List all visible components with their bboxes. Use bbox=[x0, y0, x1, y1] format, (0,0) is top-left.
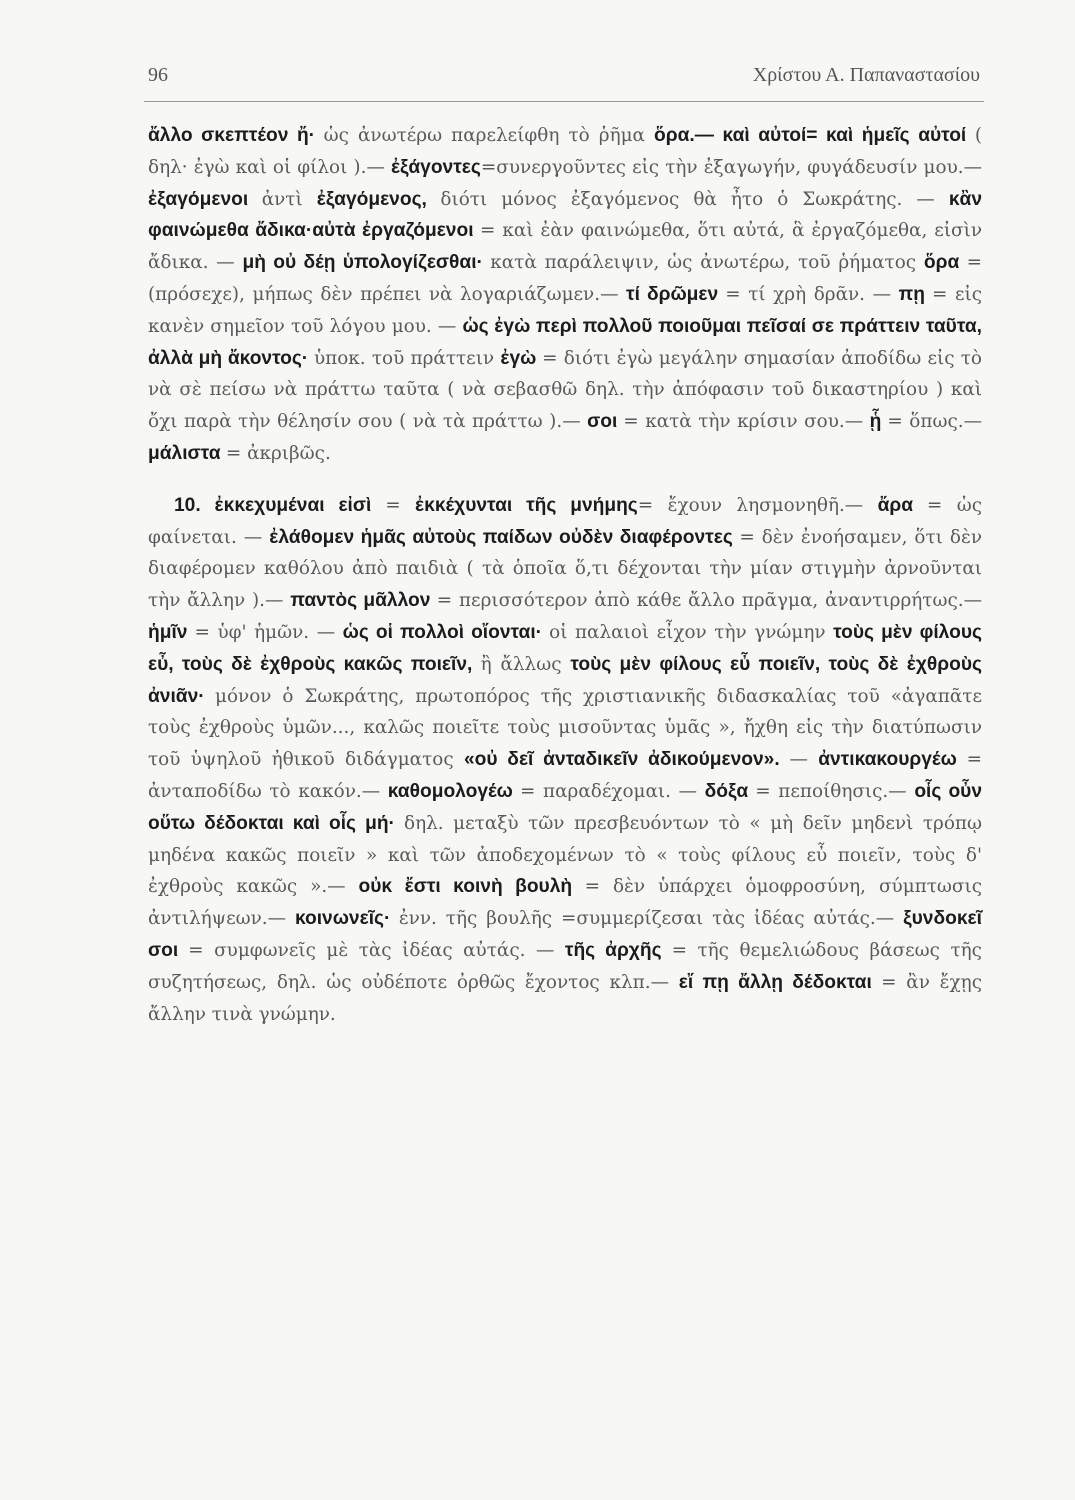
commentary-text: ἀντὶ bbox=[261, 188, 317, 210]
commentary-text: κατὰ παράλειψιν, ὡς ἀνωτέρω, τοῦ ῥήματος bbox=[490, 252, 924, 274]
paragraph-number: 10. bbox=[174, 494, 201, 516]
commentary-text: διότι μόνος ἐξαγόμενος θὰ ἦτο ὁ Σωκράτης. — bbox=[440, 188, 949, 210]
commentary-text: = δὲν ὑπάρχει ὁμοφροσύνη, σύμπτωσις ἀντιλήψεων.— bbox=[148, 876, 982, 930]
commentary-text: = περισσότερον ἀπὸ κάθε ἄλλο πρᾶγμα, ἀναντιρρήτως.— bbox=[436, 590, 983, 612]
source-term: τοὺς μὲν φίλους εὖ, τοὺς δὲ ἐχθροὺς κακῶς ποιεῖν, bbox=[148, 621, 982, 675]
commentary-text: ὑποκ. τοῦ πράττειν bbox=[313, 347, 501, 369]
source-term: ἐκκέχυνται τῆς μνήμης bbox=[415, 494, 638, 516]
source-term: ἄρα bbox=[877, 494, 927, 516]
source-term: ὡς ἐγὼ περὶ πολλοῦ ποιοῦμαι πεῖσαί σε πράττειν ταῦτα, ἀλλὰ μὴ ἄκοντος· bbox=[148, 315, 982, 369]
commentary-text: = ἀκριβῶς. bbox=[225, 442, 331, 464]
body-text bbox=[148, 120, 982, 1030]
source-term: τί δρῶμεν bbox=[626, 283, 726, 305]
commentary-text: = κατὰ τὴν κρίσιν σου.— bbox=[623, 411, 870, 433]
commentary-text: = ἀνταποδίδω τὸ κακόν.— bbox=[148, 749, 982, 802]
header-rule bbox=[144, 101, 984, 102]
source-term: ὅρα bbox=[923, 252, 967, 274]
source-term: ξυνδοκεῖ σοι bbox=[148, 908, 982, 961]
running-title: Χρίστου Α. Παπαναστασίου bbox=[752, 64, 980, 86]
source-term: ἐξάγοντες bbox=[390, 156, 481, 178]
source-term: μὴ οὐ δέῃ ὑπολογίζεσθαι· bbox=[242, 252, 491, 274]
commentary-text: = διότι ἐγὼ μεγάλην σημασίαν ἀποδίδω εἰς τὸ νὰ σὲ πείσω νὰ πράττω ταῦτα ( νὰ σεβασθῶ δηλ. τὴν ἀπόφασιν τοῦ δικαστηρίου ) καὶ ὄχι παρὰ τὴν θέλησίν σου ( νὰ τὰ πράττω ).— bbox=[148, 347, 982, 433]
commentary-text: οἱ παλαιοὶ εἶχον τὴν γνώμην bbox=[549, 621, 834, 643]
source-term: ἐξαγόμενος, bbox=[316, 188, 441, 210]
source-term: οἷς οὖν οὕτω δέδοκται καὶ οἷς μή· bbox=[148, 780, 983, 834]
commentary-text: = ὑφ' ἡμῶν. — bbox=[194, 621, 343, 643]
commentary-text: = καὶ ἐὰν φαινώμεθα, ὅτι αὐτά, ἃ ἐργαζόμεθα, εἰσὶν ἄδικα. — bbox=[148, 220, 982, 274]
commentary-text: = bbox=[385, 494, 416, 516]
source-term: εἴ πῃ ἄλλῃ δέδοκται bbox=[678, 971, 882, 993]
source-term: ἡμῖν bbox=[148, 621, 195, 643]
commentary-text: ὡς ἀνωτέρω παρελείφθη τὸ ῥῆμα bbox=[323, 125, 655, 146]
paragraph bbox=[148, 120, 982, 470]
source-term: ἐκκεχυμέναι εἰσὶ bbox=[200, 494, 386, 516]
source-term: ἐλάθομεν ἡμᾶς αὐτοὺς παίδων οὐδὲν διαφέροντες bbox=[269, 526, 740, 548]
commentary-text: = ὅπως.— bbox=[887, 411, 982, 433]
commentary-text: = παραδέχομαι. — bbox=[519, 780, 705, 802]
source-term: παντὸς μᾶλλον bbox=[290, 590, 437, 612]
source-term: μάλιστα bbox=[148, 442, 226, 464]
commentary-text: = δὲν ἐνοήσαμεν, ὅτι δὲν διαφέρομεν καθόλου ἀπὸ παιδιὰ ( τὰ ὁποῖα ὅ,τι δέχονται τὴν μίαν στιγμὴν ἀρνοῦνται τὴν ἄλλην ).— bbox=[148, 526, 983, 612]
source-term: τῆς ἀρχῆς bbox=[564, 939, 672, 961]
source-term: κοινωνεῖς· bbox=[294, 908, 399, 930]
source-term: ἄλλο σκεπτέον ἤ· bbox=[148, 125, 324, 146]
source-term: ᾗ bbox=[869, 411, 888, 433]
source-term: δόξα bbox=[704, 780, 756, 802]
commentary-text: = συμφωνεῖς μὲ τὰς ἰδέας αὐτάς. — bbox=[188, 939, 565, 961]
commentary-text: = τί χρὴ δρᾶν. — bbox=[725, 283, 899, 305]
commentary-text: = τῆς θεμελιώδους βάσεως τῆς συζητήσεως, δηλ. ὡς οὐδέποτε ὀρθῶς ἔχοντος κλπ.— bbox=[148, 939, 982, 993]
commentary-text: = (πρόσεχε), μήπως δὲν πρέπει νὰ λογαριάζωμεν.— bbox=[148, 252, 983, 305]
commentary-text: = ἂν ἔχῃς ἄλλην τινὰ γνώμην. bbox=[148, 971, 982, 1025]
commentary-text: =συνεργοῦντες εἰς τὴν ἐξαγωγήν, φυγάδευσίν μου.— bbox=[480, 156, 982, 178]
source-term: ἐγὼ bbox=[500, 347, 543, 369]
commentary-text: δηλ. μεταξὺ τῶν πρεσβευόντων τὸ « μὴ δεῖν μηδενὶ τρόπῳ μηδένα κακῶς ποιεῖν » καὶ τῶν ἀποδεχομένων τὸ « τοὺς φίλους εὖ ποιεῖν, τοὺς δ' ἐχθροὺς κακῶς ».— bbox=[148, 812, 983, 898]
page-header bbox=[148, 64, 980, 94]
source-term: «οὐ δεῖ ἀνταδικεῖν ἀδικούμενον». bbox=[463, 749, 790, 771]
commentary-text: ( δηλ· ἐγὼ καὶ οἱ φίλοι ).— bbox=[148, 125, 983, 178]
source-term: ἀντικακουργέω bbox=[818, 749, 967, 771]
page-number: 96 bbox=[148, 64, 168, 86]
source-term: σοι bbox=[587, 411, 624, 433]
paragraph bbox=[148, 490, 982, 1031]
source-term: κἂν φαινώμεθα ἄδικα·αὐτὰ ἐργαζόμενοι bbox=[148, 188, 983, 242]
commentary-text: = εἰς κανὲν σημεῖον τοῦ λόγου μου. — bbox=[148, 283, 983, 337]
source-term: οὐκ ἔστι κοινὴ βουλὴ bbox=[358, 876, 585, 898]
commentary-text: μόνον ὁ Σωκράτης, πρωτοπόρος τῆς χριστιανικῆς διδασκαλίας τοῦ «ἀγαπᾶτε τοὺς ἐχθροὺς ὑμῶν..., καλῶς ποιεῖτε τοὺς μισοῦντας ὑμᾶς », ἤχθη εἰς τὴν διατύπωσιν τοῦ ὑψηλοῦ ἠθικοῦ διδάγματος bbox=[148, 685, 982, 771]
commentary-text: ἐνν. τῆς βουλῆς =συμμερίζεσαι τὰς ἰδέας αὐτάς.— bbox=[398, 908, 904, 930]
source-term: ἐξαγόμενοι bbox=[148, 188, 262, 210]
commentary-text: ἢ ἄλλως bbox=[480, 653, 571, 675]
commentary-text: = ἔχουν λησμονηθῆ.— bbox=[637, 494, 878, 516]
commentary-text: = πεποίθησις.— bbox=[755, 780, 915, 802]
source-term: ὅρα.— καὶ αὐτοί= καὶ ἡμεῖς αὐτοί bbox=[654, 125, 975, 146]
commentary-text: = ὡς φαίνεται. — bbox=[148, 494, 983, 548]
source-term: καθομολογέω bbox=[387, 780, 520, 802]
source-term: ὡς οἱ πολλοὶ οἴονται· bbox=[342, 621, 550, 643]
source-term: πῃ bbox=[898, 283, 932, 305]
source-term: τοὺς μὲν φίλους εὖ ποιεῖν, τοὺς δὲ ἐχθροὺς ἀνιᾶν· bbox=[148, 653, 982, 707]
commentary-text: — bbox=[789, 749, 819, 771]
